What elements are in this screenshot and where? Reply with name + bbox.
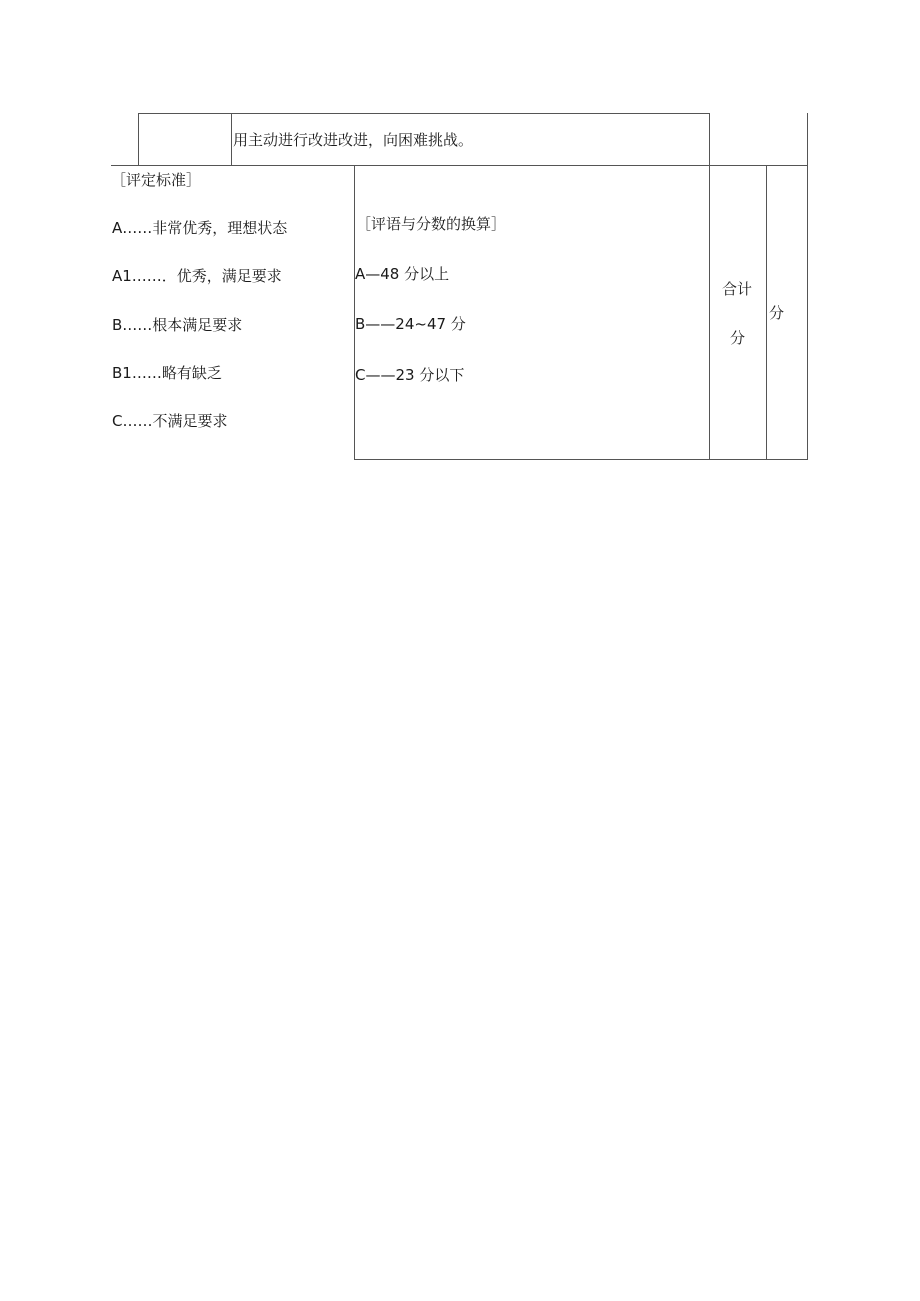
criteria-heading: ［评定标准］ bbox=[111, 171, 202, 189]
row-separator bbox=[111, 165, 808, 166]
cell-divider-top-1 bbox=[231, 113, 232, 166]
table-border-top bbox=[138, 113, 710, 114]
conversion-item-c: C——23 分以下 bbox=[355, 366, 465, 384]
table-border-left-top bbox=[138, 113, 139, 166]
table-border-bottom bbox=[354, 459, 808, 460]
criteria-item-b: B……根本满足要求 bbox=[112, 316, 243, 334]
conversion-item-b: B——24~47 分 bbox=[355, 315, 466, 333]
cell-divider-total bbox=[766, 165, 767, 460]
total-label-line2: 分 bbox=[730, 329, 746, 347]
cell-divider-conversion-left bbox=[354, 165, 355, 460]
criteria-item-b1: B1……略有缺乏 bbox=[112, 364, 222, 382]
criteria-item-c: C……不满足要求 bbox=[112, 412, 228, 430]
criteria-item-a1: A1……．优秀，满足要求 bbox=[112, 267, 282, 285]
total-label-line1: 合计 bbox=[722, 280, 753, 298]
conversion-heading: ［评语与分数的换算］ bbox=[356, 215, 507, 233]
total-unit: 分 bbox=[769, 304, 785, 322]
top-row-text: 用主动进行改进改进，向困难挑战。 bbox=[233, 131, 474, 149]
conversion-item-a: A—48 分以上 bbox=[355, 265, 450, 283]
criteria-item-a: A……非常优秀，理想状态 bbox=[112, 219, 288, 237]
